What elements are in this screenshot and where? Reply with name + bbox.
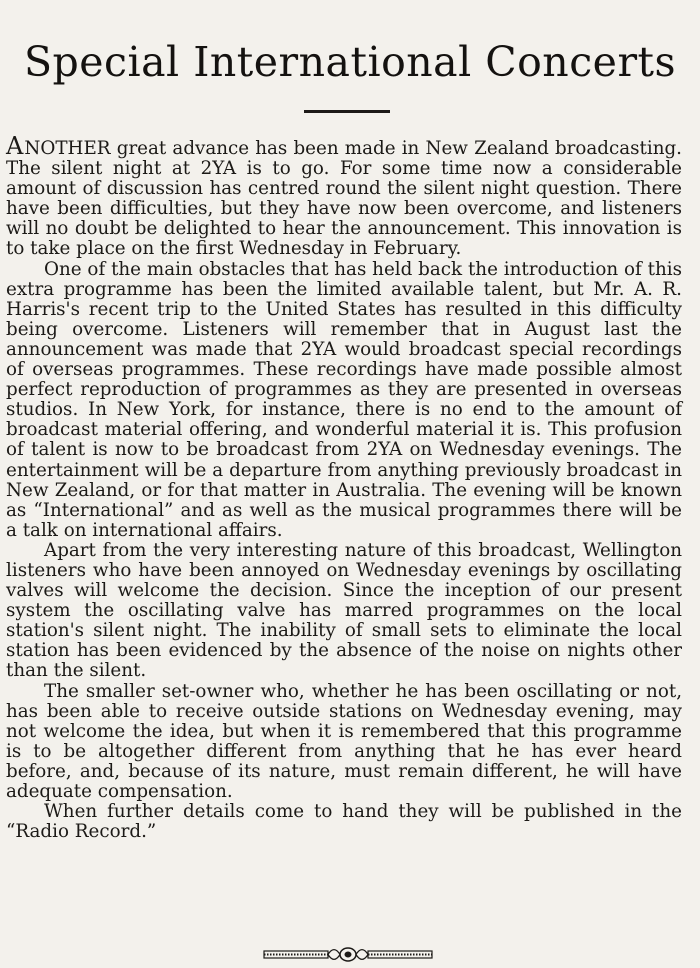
article-body xyxy=(6,132,682,843)
drop-cap: A xyxy=(6,132,24,160)
paragraph-5: When further details come to hand they will be published in the “Radio Record.” xyxy=(6,801,682,843)
paragraph-4: The smaller set-owner who, whether he has been oscillating or not, has been able to receive outside stations on Wednesday evening, may not welcome the idea, but when it is remembered that this programme is to be altogether different from anything that he has ever heard before, and, because of its nature, must remain different, he will have adequate compensation. xyxy=(6,680,682,802)
paragraph-2: One of the main obstacles that has held back the introduction of this extra programme has been the limited available talent, but Mr. A. R. Harris's recent trip to the United States has resulted in this difficulty being overcome. Listeners will remember that in August last the announcement was made that 2YA would broadcast special recordings of overseas programmes. These recordings have made possible almost perfect reproduction of programmes as they are presented in overseas studios. In New York, for instance, there is no end to the amount of broadcast material offering, and wonderful material it is. This profusion of talent is now to be broadcast from 2YA on Wednesday evenings. The entertainment will be a departure from anything previously broadcast in New Zealand, or for that matter in Australia. The evening will be known as “International” and as well as the musical programmes there will be a talk on international affairs. xyxy=(6,258,682,541)
scroll-ornament-icon xyxy=(262,944,434,964)
paragraph-3: Apart from the very interesting nature of this broadcast, Wellington listeners who have been annoyed on Wednesday evenings by oscillating valves will welcome the decision. Since the inception of our present system the oscillating valve has marred programmes on the local station's silent night. The inability of small sets to eliminate the local station has been evidenced by the absence of the noise on nights other than the silent. xyxy=(6,539,682,682)
paragraph-1 xyxy=(6,132,682,260)
paragraph-1-text: NOTHER great advance has been made in New Zealand broadcasting. The silent night at 2YA is to go. For some time now a considerable amount of discussion has centred round the silent night question. There have been difficulties, but they have now been overcome, and listeners will no doubt be delighted to hear the announcement. This innovation is to take place on the first Wednesday in February. xyxy=(6,138,682,260)
article-title: Special International Concerts xyxy=(23,38,677,86)
title-rule xyxy=(304,110,390,113)
